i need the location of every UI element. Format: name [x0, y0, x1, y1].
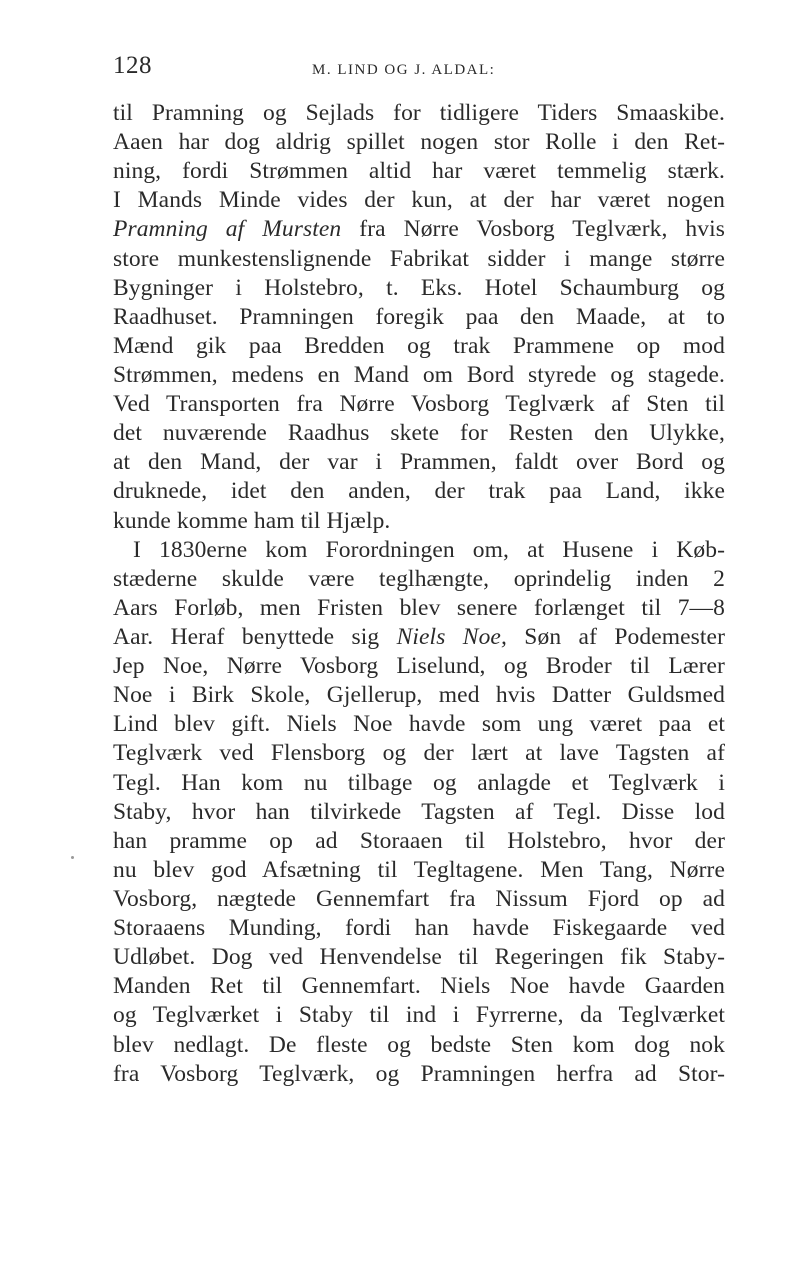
paragraph	[113, 536, 725, 1089]
text-line: Strømmen, medens en Mand om Bord styrede og stagede.	[113, 361, 725, 388]
text-run: fra Nørre Vosborg Teglværk, hvis	[341, 216, 725, 243]
text-line: I Mands Minde vides der kun, at der har været nogen	[113, 187, 725, 214]
text-line: Manden Ret til Gennemfart. Niels Noe havde Gaarden	[113, 973, 725, 1000]
text-line: Vosborg, nægtede Gennemfart fra Nissum Fjord op ad	[113, 885, 725, 912]
text-line: Storaaens Munding, fordi han havde Fiskegaarde ved	[113, 915, 725, 942]
text-line: kunde komme ham til Hjælp.	[113, 507, 391, 534]
text-line: Aars Forløb, men Fristen blev senere forlænget til 7—8	[113, 594, 725, 621]
italic-term: Pramning af Mursten	[113, 216, 342, 243]
text-line: Tegl. Han kom nu tilbage og anlagde et Teglværk i	[113, 769, 725, 796]
running-head: M. LIND OG J. ALDAL:	[312, 62, 496, 78]
text-line: Teglværk ved Flensborg og der lært at lave Tagsten af	[113, 740, 725, 767]
text-line: Staby, hvor han tilvirkede Tagsten af Tegl. Disse lod	[113, 798, 725, 825]
margin-speck	[71, 856, 74, 859]
text-line	[113, 215, 725, 244]
text-line: Udløbet. Dog ved Henvendelse til Regeringen fik Staby-	[113, 944, 725, 971]
text-line: det nuværende Raadhus skete for Resten den Ulykke,	[113, 420, 725, 447]
text-line	[113, 623, 725, 652]
paragraph	[113, 99, 725, 536]
body-text	[113, 99, 725, 1089]
page-header	[113, 50, 723, 90]
text-line: I 1830erne kom Forordningen om, at Husene i Køb-	[133, 536, 725, 563]
text-line: Raadhuset. Pramningen foregik paa den Maade, at to	[113, 303, 725, 330]
text-line: Ved Transporten fra Nørre Vosborg Teglværk af Sten til	[113, 391, 725, 418]
text-line: han pramme op ad Storaaen til Holstebro, hvor der	[113, 827, 725, 854]
text-run: Søn af Podemester	[506, 623, 725, 650]
text-line: ning, fordi Strømmen altid har været temmelig stærk.	[113, 158, 725, 185]
text-line: Bygninger i Holstebro, t. Eks. Hotel Schaumburg og	[113, 274, 725, 301]
italic-name: Niels Noe,	[396, 623, 507, 650]
text-line: Mænd gik paa Bredden og trak Prammene op mod	[113, 332, 725, 359]
text-line: blev nedlagt. De fleste og bedste Sten kom dog nok	[113, 1031, 725, 1058]
text-line: stæderne skulde være teglhængte, oprindelig inden 2	[113, 565, 725, 592]
text-line: fra Vosborg Teglværk, og Pramningen herfra ad Stor-	[113, 1060, 725, 1087]
text-line: og Teglværket i Staby til ind i Fyrrerne, da Teglværket	[113, 1002, 725, 1029]
text-line: Jep Noe, Nørre Vosborg Liselund, og Broder til Lærer	[113, 653, 725, 680]
text-line: Noe i Birk Skole, Gjellerup, med hvis Datter Guldsmed	[113, 682, 725, 709]
text-line: druknede, idet den anden, der trak paa Land, ikke	[113, 478, 725, 505]
text-line: Aaen har dog aldrig spillet nogen stor Rolle i den Ret-	[113, 129, 725, 156]
text-run: Aar. Heraf benyttede sig	[113, 623, 397, 650]
text-line: at den Mand, der var i Prammen, faldt over Bord og	[113, 449, 725, 476]
text-line: store munkestenslignende Fabrikat sidder i mange større	[113, 245, 725, 272]
text-line: Lind blev gift. Niels Noe havde som ung været paa et	[113, 711, 725, 738]
page-number: 128	[113, 52, 152, 79]
text-line: nu blev god Afsætning til Tegltagene. Men Tang, Nørre	[113, 856, 725, 883]
text-line: til Pramning og Sejlads for tidligere Tiders Smaaskibe.	[113, 100, 725, 126]
